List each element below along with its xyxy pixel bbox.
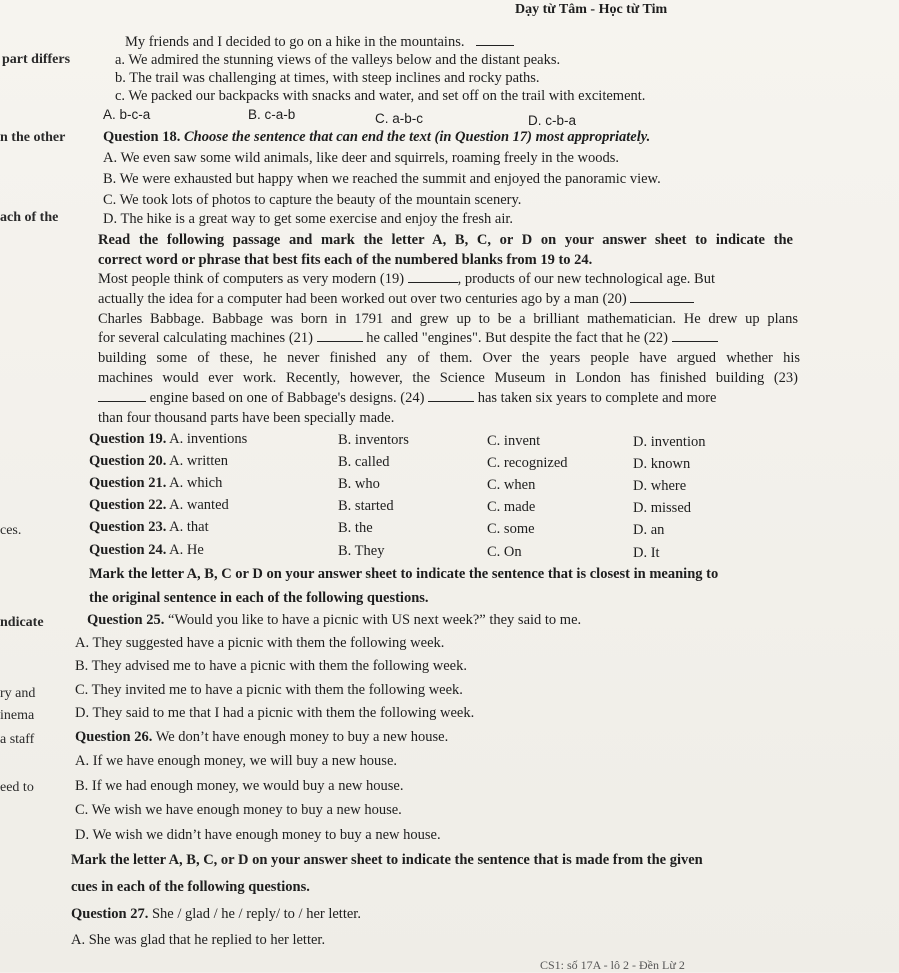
q23-option-c: C. some [487,521,535,537]
q17-option-b: B. c-a-b [248,107,296,122]
q25-option-c: C. They invited me to have a picnic with them the following week. [75,682,463,698]
answer-blank [630,302,694,303]
q20-option-b: B. called [338,454,390,470]
q26-question: Question 26. We don’t have enough money to buy a new house. [75,729,449,745]
q18-question: Question 18. Choose the sentence that can end the text (in Question 17) most appropriately. [103,129,651,145]
answer-blank [476,45,514,46]
left-fragment: part differs [2,52,71,67]
passage-instruction: Read the following passage and mark the letter A, B, C, or D on your answer sheet to indicate the [98,232,793,248]
answer-blank [672,341,718,342]
q22-label: Question 22. A. wanted [89,497,229,513]
q22-option-b: B. started [338,498,394,514]
q22-option-d: D. missed [633,500,691,516]
q19-option-b: B. inventors [338,432,409,448]
q25-option-b: B. They advised me to have a picnic with them the following week. [75,658,467,674]
left-fragment: ces. [0,523,22,538]
left-fragment: n the other [0,130,66,145]
q17-option-c: C. a-b-c [375,111,424,126]
q20-option-d: D. known [633,456,691,472]
answer-blank [408,282,458,283]
q20-option-c: C. recognized [487,455,568,471]
q21-option-c: C. when [487,477,536,493]
q22-option-c: C. made [487,499,536,515]
answer-blank [98,401,146,402]
q18-option-a: A. We even saw some wild animals, like deer and squirrels, roaming freely in the woods. [103,150,620,166]
q25-option-d: D. They said to me that I had a picnic with them the following week. [75,705,475,721]
page-footer: CS1: số 17A - lô 2 - Đền Lừ 2 [540,958,685,972]
q19-label: Question 19. A. inventions [89,431,248,447]
q26-option-a: A. If we have enough money, we will buy a new house. [75,753,398,769]
q21-option-d: D. where [633,478,687,494]
q17-sentence-a: a. We admired the stunning views of the valleys below and the distant peaks. [115,52,561,68]
q23-option-d: D. an [633,522,665,538]
left-fragment: a staff [0,732,35,747]
passage-line: building some of these, he never finished any of them. Over the years people have argued whether his [98,350,800,366]
q24-option-c: C. On [487,544,522,560]
q26-option-d: D. We wish we didn’t have enough money to buy a new house. [75,827,441,843]
q23-label: Question 23. A. that [89,519,209,535]
q17-option-d: D. c-b-a [528,113,577,128]
q17-sentence-b: b. The trail was challenging at times, with steep inclines and rocky paths. [115,70,540,86]
q18-option-d: D. The hike is a great way to get some exercise and enjoy the fresh air. [103,211,514,227]
q18-option-c: C. We took lots of photos to capture the beauty of the mountain scenery. [103,192,522,208]
q26-option-b: B. If we had enough money, we would buy a new house. [75,778,404,794]
q24-option-b: B. They [338,543,385,559]
q27-option-a: A. She was glad that he replied to her letter. [71,932,326,948]
passage-line: Most people think of computers as very modern (19) , products of our new technological age. But [98,271,715,287]
q26-option-c: C. We wish we have enough money to buy a new house. [75,802,402,818]
left-fragment: eed to [0,780,34,795]
q20-label: Question 20. A. written [89,453,228,469]
q27-question: Question 27. She / glad / he / reply/ to / her letter. [71,906,361,922]
section3-instruction-2: cues in each of the following questions. [71,879,310,895]
q17-option-a: A. b-c-a [103,107,151,122]
passage-line: machines would ever work. Recently, however, the Science Museum in London has finished building (23) [98,370,798,386]
passage-line: Charles Babbage. Babbage was born in 1791 and grew up to be a brilliant mathematician. He drew up plans [98,311,798,327]
left-fragment: ndicate [0,615,44,630]
q25-question: Question 25. “Would you like to have a picnic with US next week?” they said to me. [87,612,582,628]
section2-instruction-2: the original sentence in each of the following questions. [89,590,429,606]
q19-option-d: D. invention [633,434,706,450]
answer-blank [428,401,474,402]
q23-option-b: B. the [338,520,373,536]
q18-option-b: B. We were exhausted but happy when we reached the summit and enjoyed the panoramic view. [103,171,661,187]
left-fragment: ry and [0,686,36,701]
q17-sentence-c: c. We packed our backpacks with snacks and water, and set off on the trail with excitement. [115,88,646,104]
q19-option-c: C. invent [487,433,541,449]
q17-intro: My friends and I decided to go on a hike in the mountains. [125,34,514,51]
q24-label: Question 24. A. He [89,542,204,558]
q21-option-b: B. who [338,476,380,492]
q24-option-d: D. It [633,545,660,561]
left-fragment: ach of the [0,210,59,225]
section3-instruction: Mark the letter A, B, C, or D on your answer sheet to indicate the sentence that is made from the given [71,852,703,868]
passage-line: actually the idea for a computer had been worked out over two centuries ago by a man (20) [98,291,694,308]
passage-line: than four thousand parts have been specially made. [98,410,395,426]
passage-line: engine based on one of Babbage's designs. (24) has taken six years to complete and more [98,390,716,407]
section2-instruction: Mark the letter A, B, C or D on your answer sheet to indicate the sentence that is closest in meaning to [89,566,719,582]
passage-line: for several calculating machines (21) he called "engines". But despite the fact that he (22) [98,330,718,347]
answer-blank [317,341,363,342]
left-fragment: inema [0,708,35,723]
q21-label: Question 21. A. which [89,475,223,491]
page-header: Dạy từ Tâm - Học từ Tim [515,2,668,17]
q25-option-a: A. They suggested have a picnic with them the following week. [75,635,445,651]
passage-instruction-2: correct word or phrase that best fits each of the numbered blanks from 19 to 24. [98,252,593,268]
